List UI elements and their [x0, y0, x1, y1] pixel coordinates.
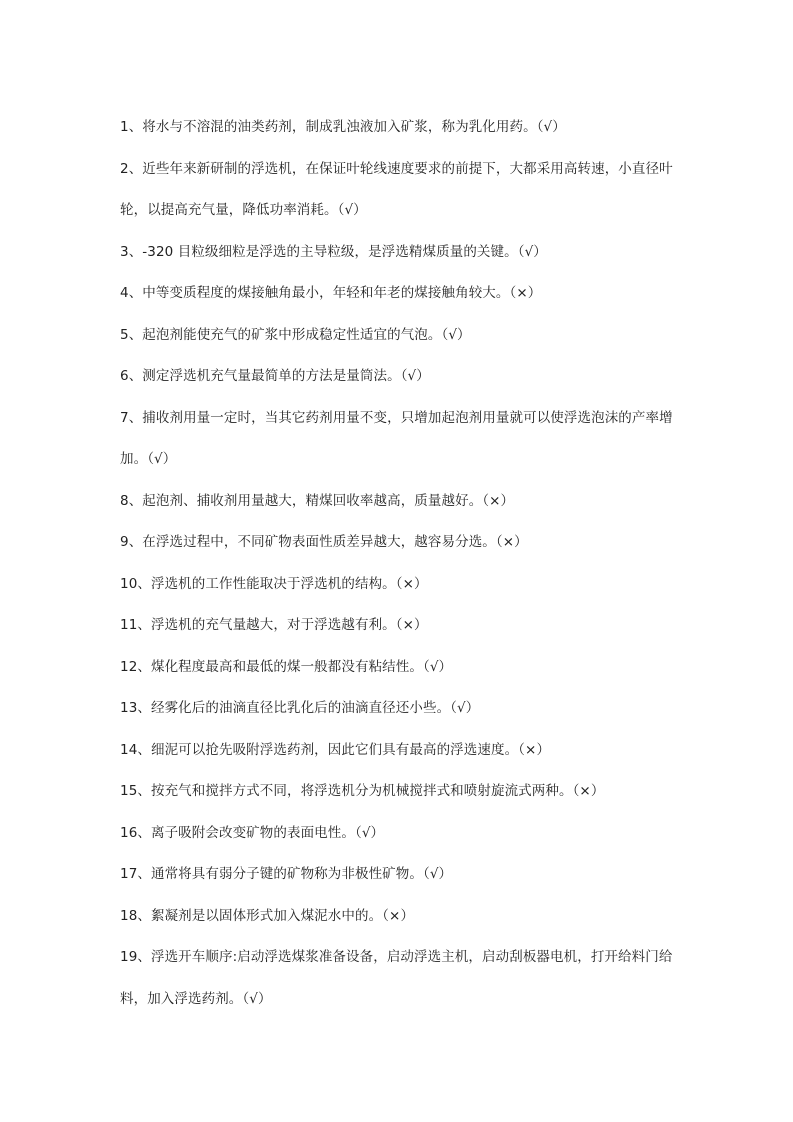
statement-17: 17、通常将具有弱分子键的矿物称为非极性矿物。（√） [120, 866, 453, 882]
statement-7: 7、捕收剂用量一定时，当其它药剂用量不变，只增加起泡剂用量就可以使浮选泡沫的产率增加。（√） [120, 409, 673, 467]
statement-14: 14、细泥可以抢先吸附浮选药剂，因此它们具有最高的浮选速度。（×） [120, 741, 551, 758]
statement-9: 9、在浮选过程中，不同矿物表面性质差异越大，越容易分选。（×） [120, 534, 528, 550]
statement-18: 18、絮凝剂是以固体形式加入煤泥水中的。（×） [120, 907, 415, 924]
statement-10: 10、浮选机的工作性能取决于浮选机的结构。（×） [120, 575, 428, 592]
statement-3: 3、-320 目粒级细粒是浮选的主导粒级，是浮选精煤质量的关键。（√） [120, 243, 547, 260]
statement-15: 15、按充气和搅拌方式不同，将浮选机分为机械搅拌式和喷射旋流式两种。（×） [120, 783, 605, 799]
statement-19: 19、浮选开车顺序:启动浮选煤浆准备设备，启动浮选主机，启动刮板器电机，打开给料门给料，加入浮选药剂。（√） [120, 949, 673, 1007]
statement-1: 1、将水与不溶混的油类药剂，制成乳浊液加入矿浆，称为乳化用药。（√） [120, 119, 566, 135]
statement-4: 4、中等变质程度的煤接触角最小，年轻和年老的煤接触角较大。（×） [120, 285, 542, 301]
statement-2: 2、近些年来新研制的浮选机，在保证叶轮线速度要求的前提下，大都采用高转速，小直径叶轮，以提高充气量，降低功率消耗。（√） [120, 160, 673, 218]
statement-16: 16、离子吸附会改变矿物的表面电性。（√） [120, 824, 385, 841]
statement-6: 6、测定浮选机充气量最简单的方法是量筒法。（√） [120, 368, 430, 384]
statement-13: 13、经雾化后的油滴直径比乳化后的油滴直径还小些。（√） [120, 700, 480, 716]
statement-8: 8、起泡剂、捕收剂用量越大，精煤回收率越高，质量越好。（×） [120, 492, 515, 509]
statement-11: 11、浮选机的充气量越大，对于浮选越有利。（×） [120, 617, 428, 633]
statement-12: 12、煤化程度最高和最低的煤一般都没有粘结性。（√） [120, 658, 453, 675]
statement-5: 5、起泡剂能使充气的矿浆中形成稳定性适宜的气泡。（√） [120, 326, 471, 343]
